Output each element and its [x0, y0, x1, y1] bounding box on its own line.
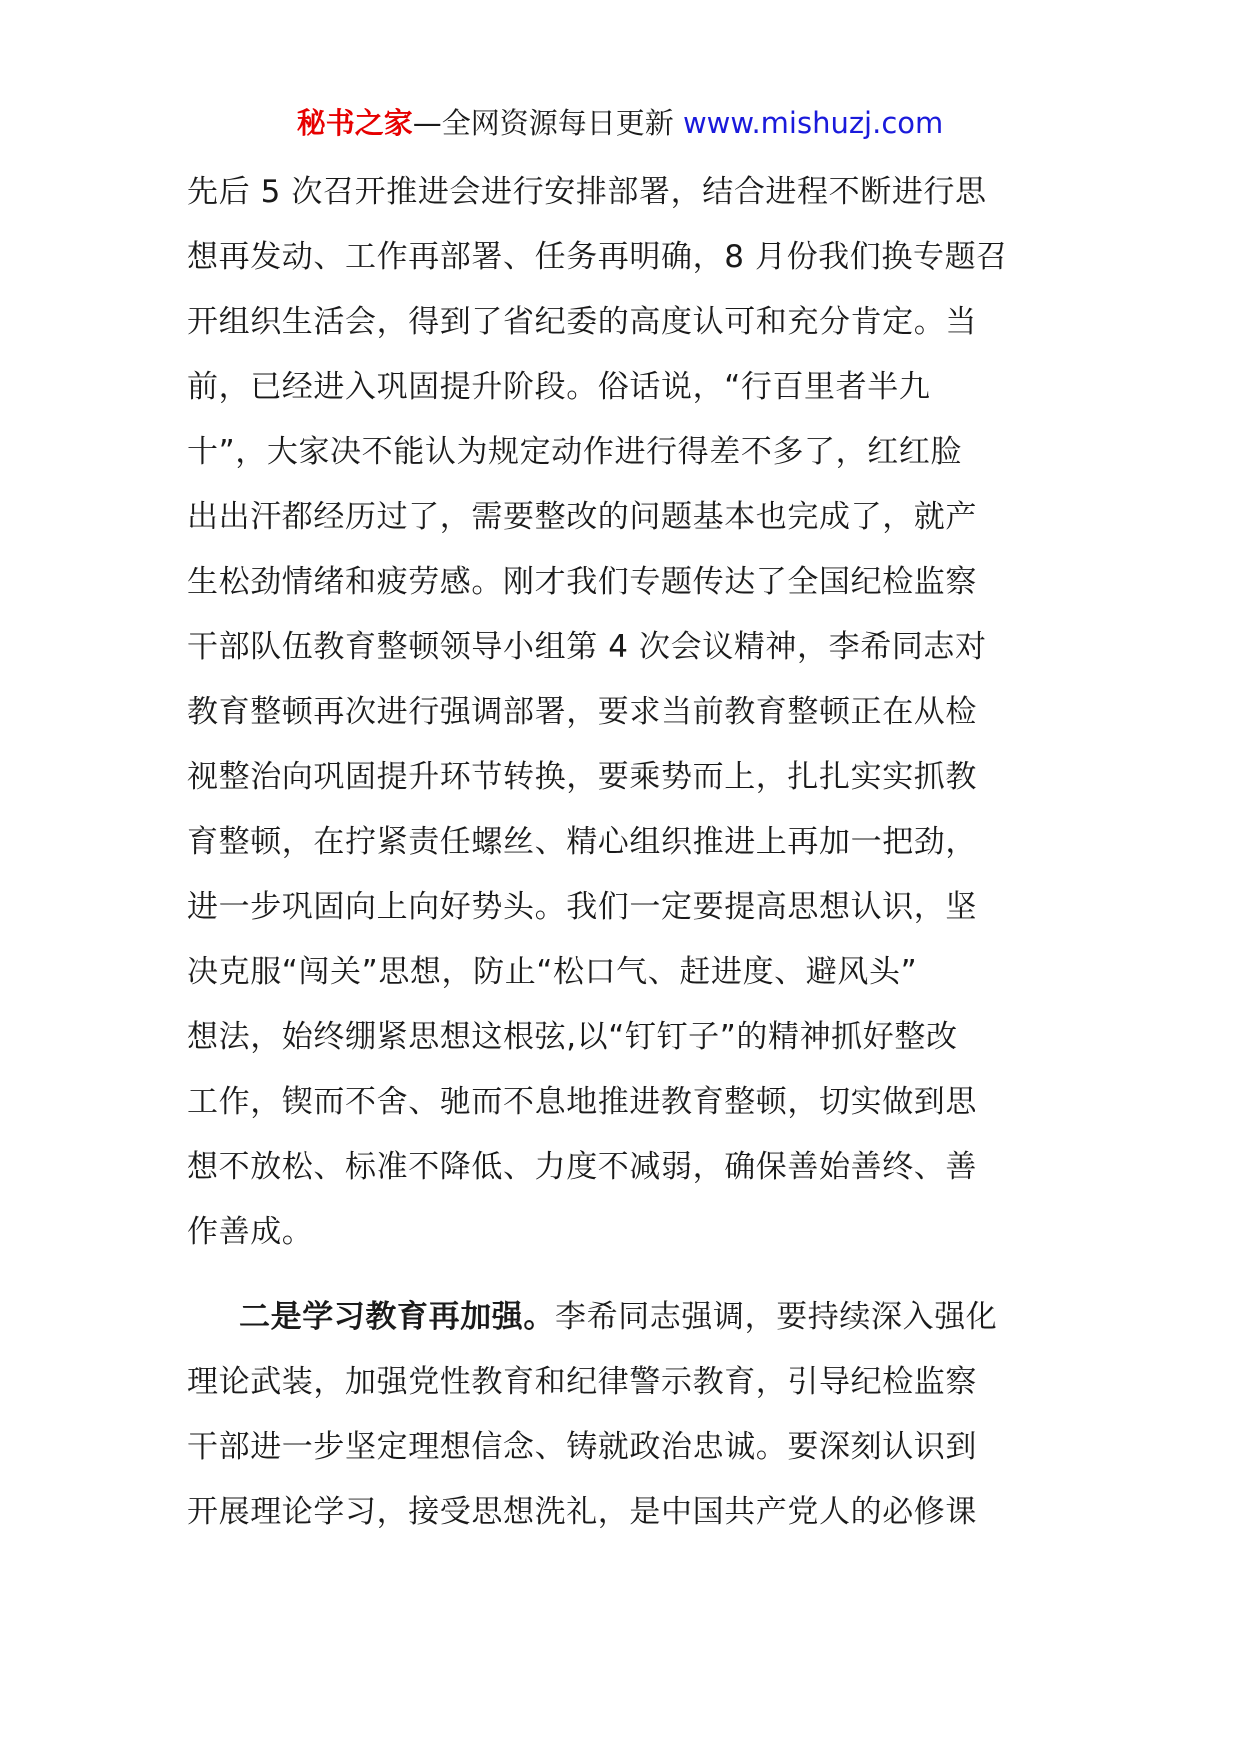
paragraph-line: 视整治向巩固提升环节转换，要乘势而上，扎扎实实抓教 — [187, 759, 977, 795]
paragraph-line: 工作，锲而不舍、驰而不息地推进教育整顿，切实做到思 — [187, 1084, 977, 1120]
paragraph-line: 出出汗都经历过了，需要整改的问题基本也完成了，就产 — [187, 499, 977, 535]
paragraph-line: 想不放松、标准不降低、力度不减弱，确保善始善终、善 — [187, 1149, 977, 1185]
paragraph-line: 前，已经进入巩固提升阶段。俗话说，“行百里者半九 — [187, 369, 931, 405]
paragraph-line: 干部队伍教育整顿领导小组第 4 次会议精神，李希同志对 — [187, 629, 987, 665]
paragraph-line: 十”，大家决不能认为规定动作进行得差不多了，红红脸 — [187, 434, 963, 470]
paragraph-line: 生松劲情绪和疲劳感。刚才我们专题传达了全国纪检监察 — [187, 564, 977, 600]
section-lead-heading: 二是学习教育再加强。 — [239, 1299, 555, 1335]
paragraph-line: 先后 5 次召开推进会进行安排部署，结合进程不断进行思 — [187, 174, 987, 210]
paragraph-line: 决克服“闯关”思想，防止“松口气、赶进度、避风头” — [187, 954, 918, 990]
paragraph-line: 作善成。 — [187, 1214, 314, 1250]
paragraph-line: 育整顿，在拧紧责任螺丝、精心组织推进上再加一把劲， — [187, 824, 977, 860]
paragraph-line: 开展理论学习，接受思想洗礼，是中国共产党人的必修课 — [187, 1494, 977, 1530]
paragraph-line: 理论武装，加强党性教育和纪律警示教育，引导纪检监察 — [187, 1364, 977, 1400]
paragraph-spacer — [187, 1265, 1067, 1285]
paragraph-first-line — [187, 1285, 1067, 1350]
paragraph-line: 教育整顿再次进行强调部署，要求当前教育整顿正在从检 — [187, 694, 977, 730]
header-tagline: —全网资源每日更新 — [412, 106, 683, 140]
paragraph-line-rest: 李希同志强调，要持续深入强化 — [555, 1299, 998, 1335]
paragraph-2 — [187, 1285, 1067, 1545]
page-header — [0, 103, 1240, 143]
paragraph-line: 想法，始终绷紧思想这根弦,以“钉钉子”的精神抓好整改 — [187, 1019, 958, 1055]
paragraph-line: 进一步巩固向上向好势头。我们一定要提高思想认识，坚 — [187, 889, 977, 925]
document-body — [187, 160, 1067, 1545]
paragraph-line: 开组织生活会，得到了省纪委的高度认可和充分肯定。当 — [187, 304, 977, 340]
header-url-link[interactable]: www.mishuzj.com — [682, 106, 944, 140]
paragraph-line: 干部进一步坚定理想信念、铸就政治忠诚。要深刻认识到 — [187, 1429, 977, 1465]
header-brand: 秘书之家 — [296, 106, 413, 140]
paragraph-line: 想再发动、工作再部署、任务再明确，8 月份我们换专题召 — [187, 239, 1008, 275]
paragraph-1 — [187, 160, 1067, 1265]
